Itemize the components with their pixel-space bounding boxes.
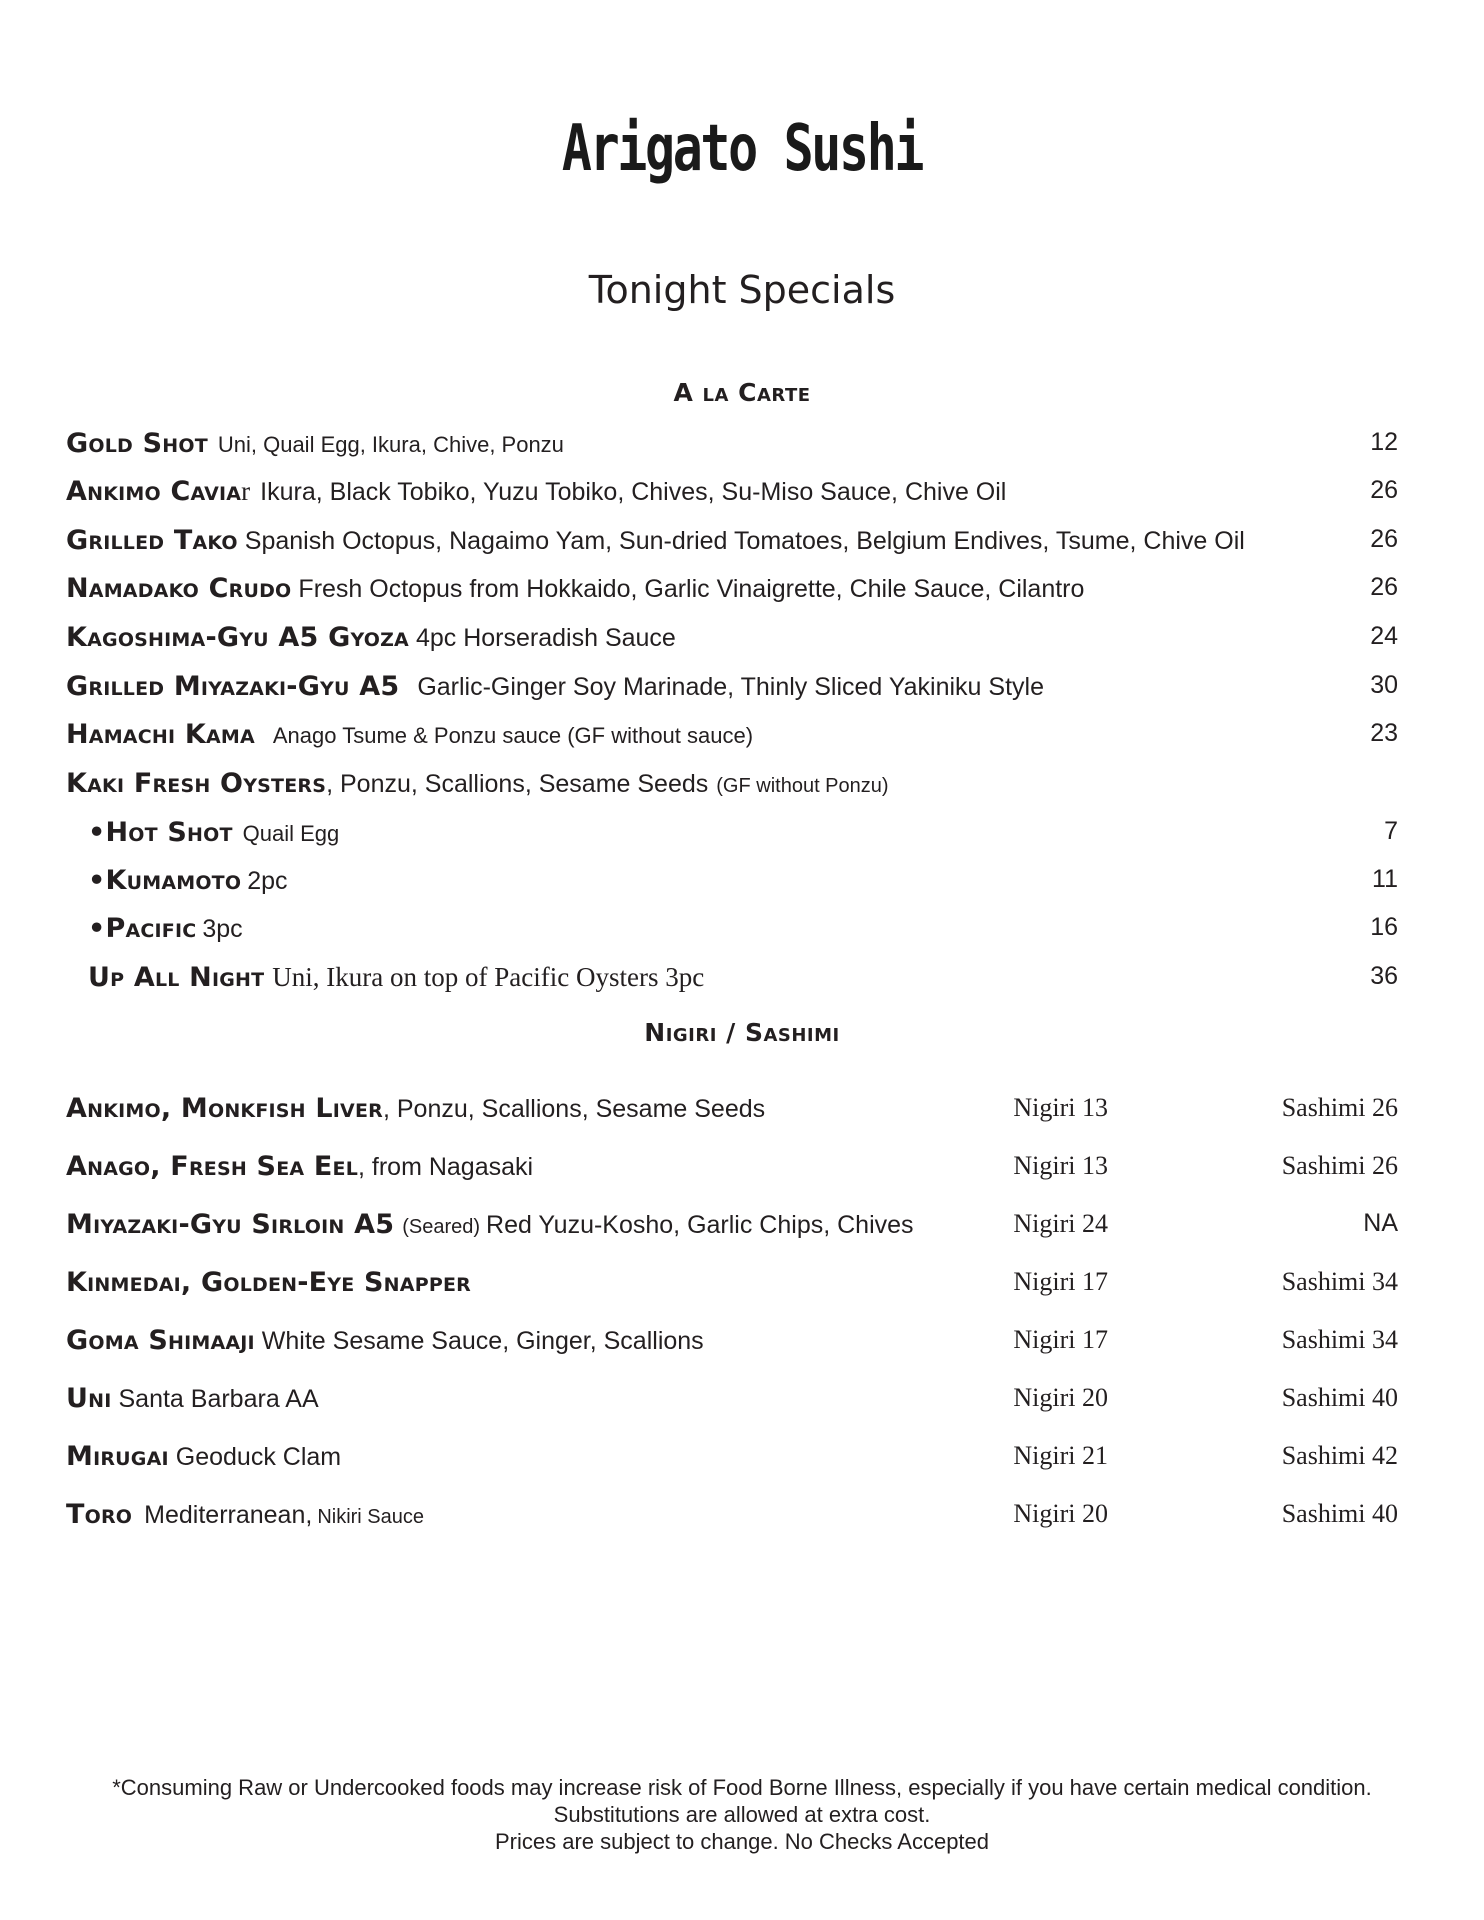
item-name: •Hot Shot — [88, 817, 233, 848]
menu-item — [66, 525, 1398, 565]
item-name: Hamachi Kama — [66, 719, 255, 750]
item-description: , from Nagasaki — [358, 1153, 534, 1181]
footer-line-prices: Prices are subject to change. No Checks Accepted — [494, 1829, 990, 1854]
nigiri-item — [66, 1383, 1398, 1423]
footer-line-raw-foods: *Consuming Raw or Undercooked foods may increase risk of Food Borne Illness, especially if you have certain medical condition. — [112, 1775, 1372, 1800]
item-description: White Sesame Sauce, Ginger, Scallions — [261, 1327, 704, 1355]
item-name: Grilled Tako — [66, 525, 238, 556]
item-description: Santa Barbara AA — [118, 1385, 319, 1413]
item-description: Mediterranean, — [144, 1501, 313, 1529]
menu-item — [66, 573, 1398, 613]
item-note: Nikiri Sauce — [317, 1506, 425, 1528]
nigiri-price: Nigiri 20 — [1013, 1499, 1108, 1528]
item-price: 36 — [1370, 962, 1398, 990]
nigiri-sashimi-heading: Nigiri / Sashimi — [644, 1018, 840, 1047]
nigiri-item — [66, 1325, 1398, 1365]
sashimi-price: Sashimi 40 — [1281, 1383, 1398, 1412]
item-description: , Ponzu, Scallions, Sesame Seeds — [326, 770, 709, 798]
item-note: (Seared) — [402, 1216, 481, 1238]
item-description: Spanish Octopus, Nagaimo Yam, Sun-dried Tomatoes, Belgium Endives, Tsume, Chive Oil — [244, 527, 1245, 555]
menu-item — [66, 719, 1398, 759]
item-name: Anago, Fresh Sea Eel — [66, 1151, 359, 1182]
item-price: 26 — [1370, 525, 1398, 553]
item-description: Quail Egg — [242, 821, 340, 846]
item-description: , Ponzu, Scallions, Sesame Seeds — [382, 1095, 766, 1123]
item-note: (GF without Ponzu) — [716, 775, 889, 797]
menu-item — [66, 671, 1398, 711]
item-name: Miyazaki-Gyu Sirloin A5 — [66, 1209, 395, 1240]
nigiri-item — [66, 1267, 1398, 1307]
item-price: 24 — [1370, 622, 1398, 650]
nigiri-item — [66, 1093, 1398, 1133]
item-price: 16 — [1370, 913, 1398, 941]
item-name: Namadako Crudo — [66, 573, 292, 604]
menu-item — [66, 622, 1398, 662]
footer-line-substitutions: Substitutions are allowed at extra cost. — [553, 1802, 931, 1827]
nigiri-price: Nigiri 24 — [1013, 1209, 1108, 1238]
nigiri-item — [66, 1209, 1398, 1249]
item-description: Uni, Quail Egg, Ikura, Chive, Ponzu — [217, 432, 564, 457]
sashimi-price: Sashimi 26 — [1281, 1151, 1398, 1180]
nigiri-price: Nigiri 13 — [1013, 1093, 1108, 1122]
item-name: Goma Shimaaji — [66, 1325, 255, 1356]
item-price: 26 — [1370, 476, 1398, 504]
item-name: Kinmedai, Golden-Eye Snapper — [66, 1267, 471, 1298]
item-price: 7 — [1384, 817, 1398, 845]
nigiri-price: Nigiri 20 — [1013, 1383, 1108, 1412]
page-subtitle: Tonight Specials — [588, 268, 896, 312]
item-name: Gold Shot — [66, 428, 208, 459]
item-price: 23 — [1370, 719, 1398, 747]
item-name: Mirugai — [66, 1441, 169, 1472]
menu-item — [66, 428, 1398, 468]
item-description: 4pc Horseradish Sauce — [415, 624, 676, 652]
item-description: Red Yuzu-Kosho, Garlic Chips, Chives — [486, 1211, 914, 1239]
item-price: 11 — [1372, 865, 1398, 893]
item-description: Uni, Ikura on top of Pacific Oysters 3pc — [272, 962, 705, 992]
item-description: Ikura, Black Tobiko, Yuzu Tobiko, Chives, Su-Miso Sauce, Chive Oil — [260, 478, 1007, 506]
item-price: 12 — [1370, 428, 1398, 456]
restaurant-title: Arigato Sushi — [561, 112, 923, 186]
item-name: Ankimo, Monkfish Liver — [66, 1093, 383, 1124]
item-name: Uni — [66, 1383, 112, 1414]
a-la-carte-heading: A la Carte — [673, 378, 811, 407]
sashimi-price: NA — [1363, 1209, 1398, 1237]
sashimi-price: Sashimi 40 — [1281, 1499, 1398, 1528]
item-description: Geoduck Clam — [175, 1443, 342, 1471]
item-price: 26 — [1370, 573, 1398, 601]
sashimi-price: Sashimi 34 — [1281, 1267, 1398, 1296]
item-name-tail: r — [241, 476, 251, 506]
item-name: Up All Night — [88, 962, 265, 993]
nigiri-item — [66, 1441, 1398, 1481]
nigiri-price: Nigiri 21 — [1013, 1441, 1108, 1470]
nigiri-price: Nigiri 17 — [1013, 1325, 1108, 1354]
nigiri-item — [66, 1499, 1398, 1539]
sashimi-price: Sashimi 34 — [1281, 1325, 1398, 1354]
item-name: Kagoshima-Gyu A5 Gyoza — [66, 622, 409, 653]
menu-item — [66, 768, 1398, 808]
item-name: Toro — [66, 1499, 133, 1530]
menu-item — [88, 913, 1398, 953]
menu-item — [88, 817, 1398, 857]
nigiri-price: Nigiri 17 — [1013, 1267, 1108, 1296]
item-name: Grilled Miyazaki-Gyu A5 — [66, 671, 400, 702]
item-description: Garlic-Ginger Soy Marinade, Thinly Sliced Yakiniku Style — [417, 673, 1044, 701]
footer-disclaimer — [0, 1774, 1484, 1855]
sashimi-price: Sashimi 26 — [1281, 1093, 1398, 1122]
item-name: •Pacific — [88, 913, 197, 944]
nigiri-price: Nigiri 13 — [1013, 1151, 1108, 1180]
item-name: Kaki Fresh Oysters — [66, 768, 327, 799]
item-description: 3pc — [202, 915, 243, 943]
item-description: Fresh Octopus from Hokkaido, Garlic Vinaigrette, Chile Sauce, Cilantro — [298, 575, 1085, 603]
menu-item — [88, 962, 1398, 1002]
item-description: 2pc — [247, 867, 288, 895]
sashimi-price: Sashimi 42 — [1281, 1441, 1398, 1470]
item-name: •Kumamoto — [88, 865, 242, 896]
menu-item — [66, 476, 1398, 516]
menu-item — [88, 865, 1398, 905]
nigiri-item — [66, 1151, 1398, 1191]
item-description: Anago Tsume & Ponzu sauce (GF without sauce) — [272, 723, 754, 748]
item-name: Ankimo Cavia — [66, 476, 242, 507]
item-price: 30 — [1370, 671, 1398, 699]
